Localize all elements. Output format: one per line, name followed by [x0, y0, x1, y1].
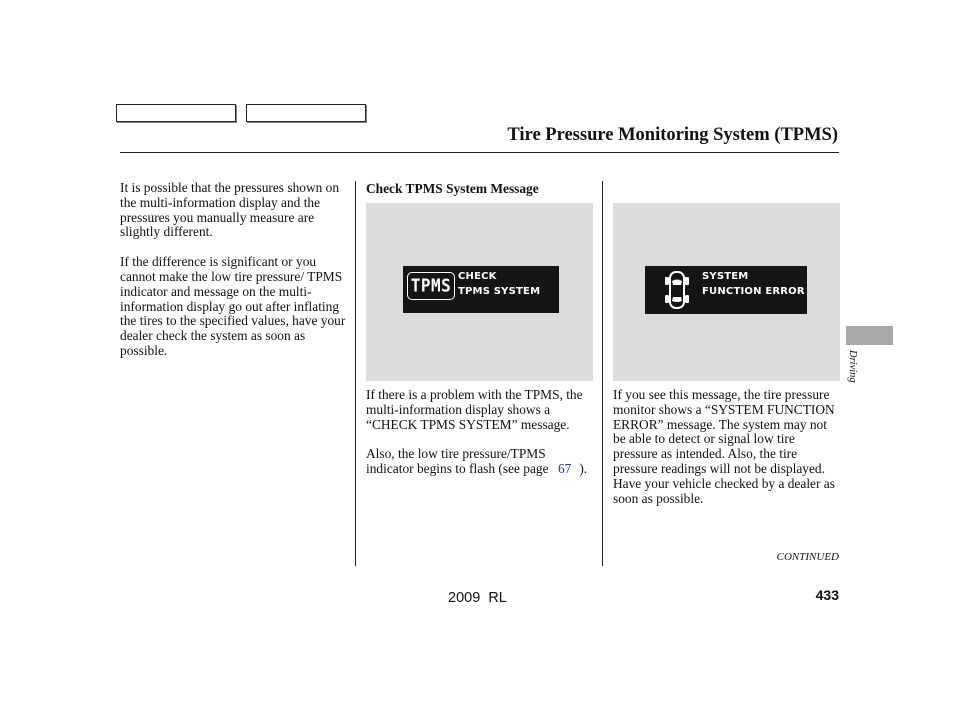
footer-model: 2009 RL: [448, 590, 507, 606]
col2-paragraph-2-suffix: ).: [579, 461, 588, 477]
section-tab[interactable]: [846, 326, 893, 345]
col1-paragraph-2: If the difference is significant or you cannot make the low tire pressure/ TPMS indicator and message on the multi-information display go out after inflating the tires to the specified values, have your dealer check the system as soon as possible.: [120, 254, 346, 358]
col2-paragraph-2: [366, 447, 596, 477]
page-title: Tire Pressure Monitoring System (TPMS): [507, 125, 838, 145]
section-label-driving: Driving: [847, 350, 858, 383]
continued-label: CONTINUED: [776, 551, 839, 563]
col2-paragraph-2-prefix: Also, the low tire pressure/TPMS indicator begins to flash (see page: [366, 446, 549, 477]
system-error-display-illustration: [613, 203, 840, 381]
check-tpms-display-screen: [403, 266, 559, 313]
tpms-icon: [407, 272, 455, 300]
col3-paragraph-1: If you see this message, the tire pressure monitor shows a “SYSTEM FUNCTION ERROR” message. The system may not be able to detect or signal low tire pressure as intended. Also, the tire pressure readings will not be displayed. Have your vehicle checked by a dealer as soon as possible.: [613, 387, 835, 506]
tpms-display-illustration: [366, 203, 593, 381]
col1-paragraph-1: It is possible that the pressures shown on the multi-information display and the pressures you manually measure are slightly different.: [120, 180, 340, 240]
section-heading: Check TPMS System Message: [366, 181, 539, 196]
tpms-icon-text: TPMS: [410, 275, 452, 296]
display-line-2: TPMS SYSTEM: [458, 286, 541, 297]
col2-paragraph-1: If there is a problem with the TPMS, the multi-information display shows a “CHECK TPMS SYSTEM” message.: [366, 387, 583, 432]
column-3-text: [613, 388, 839, 506]
page-reference-link[interactable]: 67: [557, 461, 572, 477]
nav-box-2[interactable]: [246, 104, 366, 122]
column-1: [120, 181, 352, 359]
nav-box-1[interactable]: [116, 104, 236, 122]
error-display-line-1: SYSTEM: [702, 271, 749, 282]
display-line-1: CHECK: [458, 271, 497, 282]
system-error-display-screen: [645, 266, 807, 314]
car-top-view-icon: [664, 270, 690, 310]
column-2-text: [366, 388, 596, 477]
title-rule: [120, 152, 839, 153]
column-divider-2: [602, 181, 603, 566]
column-divider-1: [355, 181, 356, 566]
error-display-line-2: FUNCTION ERROR: [702, 286, 805, 297]
page-number: 433: [815, 587, 839, 603]
